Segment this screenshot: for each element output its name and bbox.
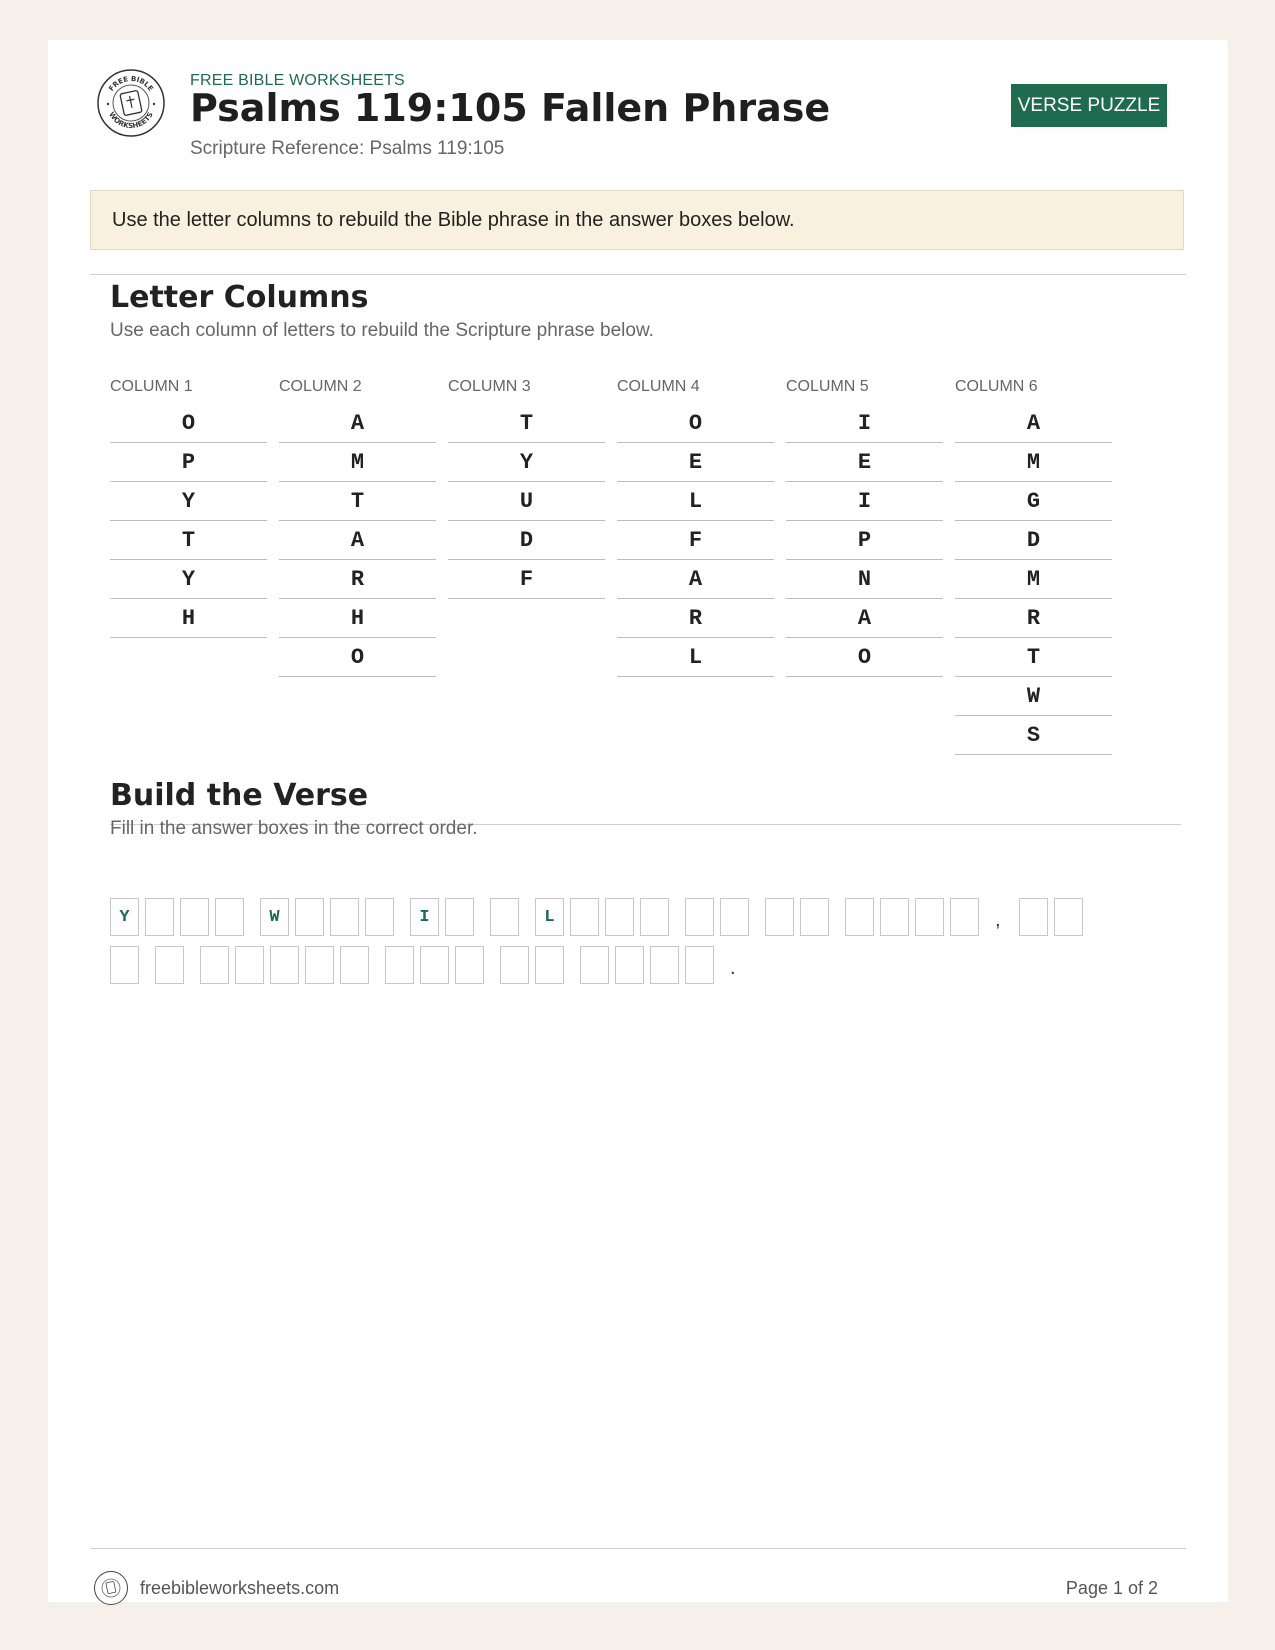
answer-box[interactable] [535,946,564,984]
column-label: COLUMN 5 [786,378,869,395]
verse-puzzle-badge: VERSE PUZZLE [1011,84,1167,127]
answer-box[interactable] [615,946,644,984]
column-letter: E [617,443,774,482]
page-title: Psalms 119:105 Fallen Phrase [190,86,831,130]
column-letter: F [617,521,774,560]
answer-row [110,946,1190,984]
column-letter: E [786,443,943,482]
column-letter: O [786,638,943,677]
answer-box[interactable] [420,946,449,984]
letter-column-2 [279,376,436,677]
column-letter: T [110,521,267,560]
answer-box[interactable] [180,898,209,936]
answer-box[interactable] [200,946,229,984]
column-letter: O [279,638,436,677]
answer-word [110,898,244,936]
column-letter: M [279,443,436,482]
logo-seal [96,68,166,138]
column-letter: P [110,443,267,482]
column-letter: A [279,404,436,443]
letter-columns-title: Letter Columns [110,280,369,315]
column-letter: Y [448,443,605,482]
answer-word [765,898,829,936]
column-letter: A [617,560,774,599]
column-label: COLUMN 2 [279,378,362,395]
worksheet-page [48,40,1228,1602]
answer-box[interactable] [765,898,794,936]
answer-box[interactable] [110,946,139,984]
column-letter: R [279,560,436,599]
answer-box[interactable] [685,946,714,984]
scripture-reference: Scripture Reference: Psalms 119:105 [190,138,505,159]
punctuation-mark: , [995,909,1001,931]
column-letter: M [955,560,1112,599]
answer-box[interactable] [1019,898,1048,936]
answer-box[interactable] [385,946,414,984]
bible-book-icon [120,90,142,115]
column-letter: P [786,521,943,560]
answer-box[interactable] [685,898,714,936]
column-letter: H [110,599,267,638]
answer-word [155,946,184,984]
column-letter: U [448,482,605,521]
column-letter: A [279,521,436,560]
letter-columns-grid [110,376,1160,796]
answer-box[interactable] [365,898,394,936]
logo-bottom-text: WORKSHEETS [107,110,155,131]
letter-column-1 [110,376,267,638]
answer-box[interactable] [800,898,829,936]
instructions-text: Use the letter columns to rebuild the Bible phrase in the answer boxes below. [112,208,795,231]
answer-word [500,946,564,984]
brand-label: FREE BIBLE WORKSHEETS [190,72,405,89]
answer-box[interactable] [445,898,474,936]
column-letter: L [617,482,774,521]
build-verse-title: Build the Verse [110,778,369,813]
answer-word [685,898,749,936]
answer-box[interactable] [640,898,669,936]
column-label: COLUMN 1 [110,378,193,395]
answer-box[interactable] [500,946,529,984]
answer-box[interactable] [155,946,184,984]
answer-box[interactable] [845,898,874,936]
column-letter: I [786,482,943,521]
column-letter: O [110,404,267,443]
column-letter: I [786,404,943,443]
column-letter: M [955,443,1112,482]
column-letter: L [617,638,774,677]
divider [90,274,1186,275]
answer-word [110,946,139,984]
answer-box-hint[interactable]: I [410,898,439,936]
answer-word [260,898,394,936]
answer-box[interactable] [720,898,749,936]
column-letter: R [955,599,1112,638]
answer-box[interactable] [305,946,334,984]
divider [90,1548,1186,1549]
column-label: COLUMN 3 [448,378,531,395]
column-letter: Y [110,560,267,599]
answer-box-hint[interactable]: L [535,898,564,936]
answer-word [490,898,519,936]
answer-box[interactable] [145,898,174,936]
footer-logo [93,1570,129,1606]
column-letter: G [955,482,1112,521]
column-letter: A [786,599,943,638]
column-label: COLUMN 4 [617,378,700,395]
column-letter: Y [110,482,267,521]
answer-box[interactable] [215,898,244,936]
answer-box[interactable] [1054,898,1083,936]
letter-column-6 [955,376,1112,755]
column-letter: S [955,716,1112,755]
answer-word [200,946,369,984]
answer-box[interactable] [235,946,264,984]
column-letter: T [955,638,1112,677]
footer-site: freebibleworksheets.com [140,1578,340,1598]
column-letter: O [617,404,774,443]
column-letter: W [955,677,1112,716]
answer-box[interactable] [270,946,299,984]
column-letter: T [448,404,605,443]
answer-box[interactable] [295,898,324,936]
answer-word [1019,898,1083,936]
answer-word [410,898,474,936]
answer-box[interactable] [580,946,609,984]
punctuation-mark: . [730,957,736,979]
answer-box[interactable] [950,898,979,936]
answer-box[interactable] [650,946,679,984]
column-letter: D [955,521,1112,560]
column-letter: F [448,560,605,599]
letter-column-4 [617,376,774,677]
column-letter: T [279,482,436,521]
column-letter: H [279,599,436,638]
answer-box-hint[interactable]: Y [110,898,139,936]
answer-box[interactable] [570,898,599,936]
build-verse-subtitle: Fill in the answer boxes in the correct order. [110,818,478,839]
answer-box[interactable] [605,898,634,936]
column-letter: R [617,599,774,638]
letter-column-5 [786,376,943,677]
column-label: COLUMN 6 [955,378,1038,395]
answer-box[interactable] [880,898,909,936]
answer-boxes [110,898,1190,994]
answer-word [845,898,979,936]
answer-box[interactable] [455,946,484,984]
letter-column-3 [448,376,605,599]
page-number: Page 1 of 2 [1065,1578,1158,1598]
answer-word [535,898,669,936]
answer-word [385,946,484,984]
answer-word [580,946,714,984]
letter-columns-subtitle: Use each column of letters to rebuild the Scripture phrase below. [110,320,654,341]
answer-box[interactable] [915,898,944,936]
answer-box-hint[interactable]: W [260,898,289,936]
column-letter: N [786,560,943,599]
answer-box[interactable] [340,946,369,984]
logo-top-text: FREE BIBLE [107,74,155,93]
answer-box[interactable] [330,898,359,936]
answer-row [110,898,1190,936]
instructions-box [90,190,1184,250]
column-letter: D [448,521,605,560]
answer-box[interactable] [490,898,519,936]
column-letter: A [955,404,1112,443]
